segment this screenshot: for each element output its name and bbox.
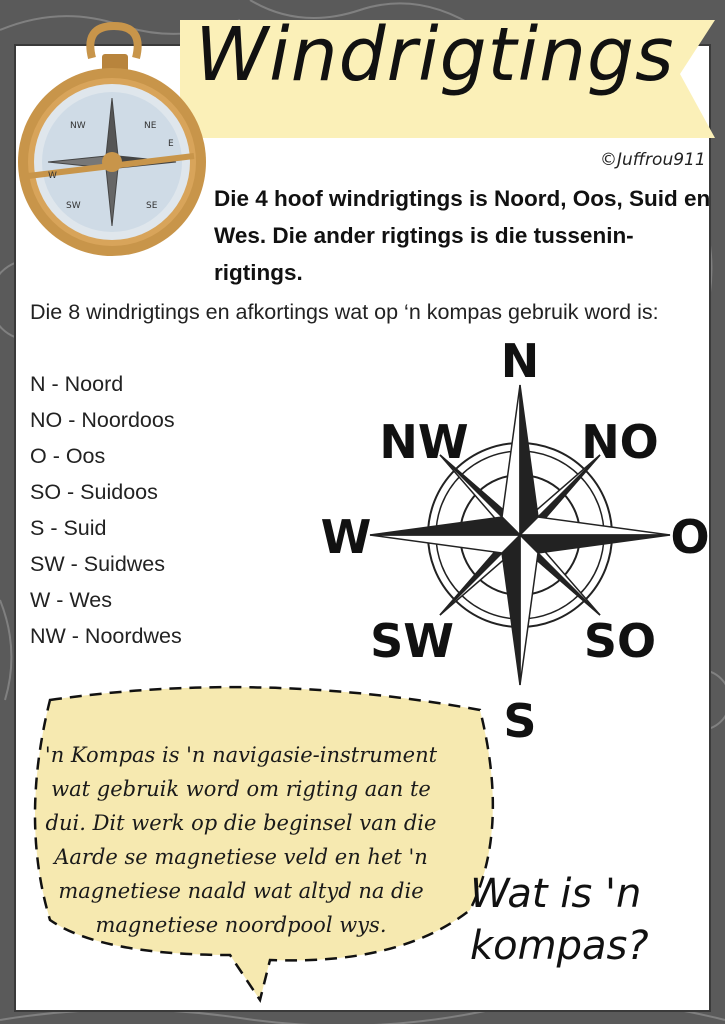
rose-label-nw: NW (379, 415, 469, 469)
list-item: O - Oos (30, 444, 106, 468)
lead-text: Die 8 windrigtings en afkortings wat op ‘n kompas gebruik word is: (30, 300, 659, 324)
rose-label-o: O (670, 510, 710, 564)
rose-label-n: N (500, 334, 540, 388)
rose-label-so: SO (583, 614, 657, 668)
page-title: Windrigtings (195, 12, 675, 98)
list-item: SW - Suidwes (30, 552, 166, 576)
list-item: W - Wes (30, 588, 113, 612)
copyright: ©Juffrou911 (600, 150, 706, 170)
rose-label-w: W (320, 510, 372, 564)
bubble-text: 'n Kompas is 'n navigasie-instrument wat gebruik word om rigting aan te dui. Dit werk op die beginsel van die Aarde se magnetiese veld en het 'n magnetiese naald wat altyd na die magnetiese noordpool wys. (44, 743, 438, 937)
compass-illustration (4, 16, 204, 256)
compass-label-sw: SW (66, 201, 81, 211)
compass-label-w: W (48, 171, 57, 181)
rose-label-s: S (503, 694, 537, 748)
direction-list (30, 366, 182, 654)
list-item: S - Suid (30, 516, 107, 540)
list-item: NW - Noordwes (30, 624, 182, 648)
list-item: NO - Noordoos (30, 408, 175, 432)
question-heading: Wat is 'n kompas? (470, 871, 649, 969)
compass-label-se: SE (146, 201, 158, 211)
compass-label-ne: NE (144, 121, 157, 131)
compass-label-nw: NW (70, 121, 86, 131)
rose-label-no: NO (581, 415, 659, 469)
compass-label-e: E (168, 139, 174, 149)
list-item: SO - Suidoos (30, 480, 158, 504)
rose-label-sw: SW (370, 614, 454, 668)
intro-text: Die 4 hoof windrigtings is Noord, Oos, Suid en Wes. Die ander rigtings is die tussenin-rigtings. (214, 186, 711, 285)
list-item: N - Noord (30, 372, 124, 396)
